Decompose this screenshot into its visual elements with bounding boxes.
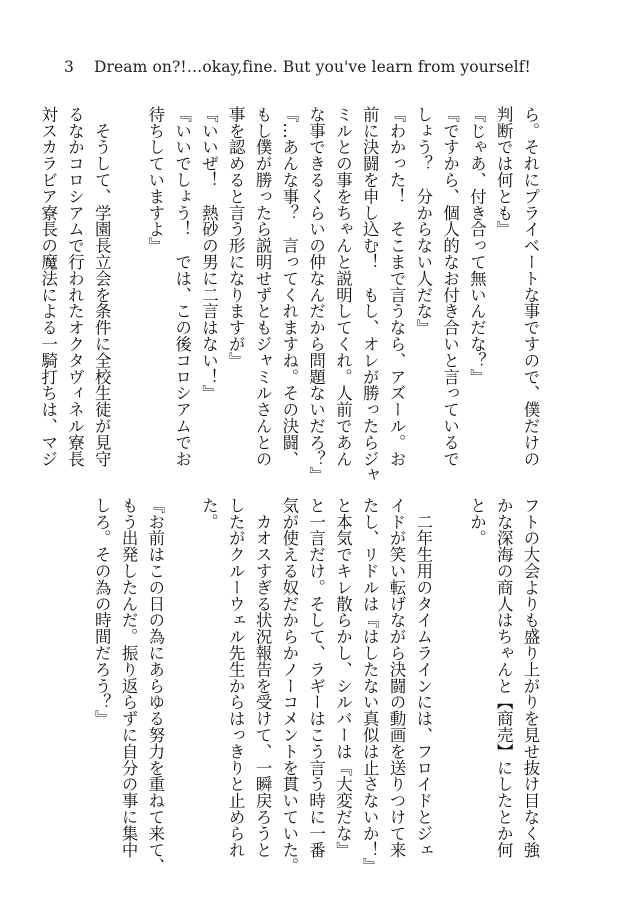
text-line: 前に決闘を申し込む！ もし、オレが勝ったらジャ [360,106,380,484]
text-line: 判断では何とも』 [494,106,514,238]
chapter-title: Dream on?!…okay,fine. But you've learn from yourself! [94,58,531,76]
blank-line [436,497,463,847]
text-line: 『お前はこの日の為にあらゆる努力を重ねて来て、 [145,497,165,875]
text-line: カオスすぎる状況報告を受けて、一瞬戻ろうと [253,497,273,858]
lower-text-block [87,497,543,875]
text-line: 気が使える奴だからかノーコメントを貫いていた。 [279,497,299,875]
text-line: 待ちしていますよ』 [145,106,165,254]
upper-text-block [34,106,543,484]
text-line: 『…あんな事？ 言ってくれますね。その決闘、 [279,106,299,467]
text-line: 『いいぜ！ 熱砂の男に二言はない！』 [199,106,219,402]
text-line: そうして、学園長立会を条件に全校生徒が見守 [92,106,112,467]
text-line: したがクルーウェル先生からはっきりと止められ [226,497,246,858]
text-line: と本気でキレ散らかし、シルバーは『大変だな』 [333,497,353,858]
text-line: た。 [199,497,219,530]
text-line: フトの大会よりも盛り上がりを見せ抜け目なく強 [521,497,540,858]
text-line: 事を認めると言う形になりますが』 [226,106,246,369]
text-line: しろ。その為の時間だろう？』 [92,497,112,727]
text-line: な事できるくらいの仲なんだから問題ないだろ？』 [306,106,326,484]
text-line: イドが笑い転げながら決闘の動画を送りつけて来 [387,497,407,858]
text-line: 対スカラビア寮長の魔法による一騎打ちは、マジ [38,106,58,467]
text-line: ら。それにプライベートな事ですので、僕だけの [521,106,540,467]
text-line: と一言だけ。そして、ラギーはこう言う時に一番 [306,497,326,858]
text-line: たし、リドルは『はしたない真似は止さないか！』 [360,497,380,875]
text-line: しょう？ 分からない人だな』 [413,106,433,336]
text-line: 『わかった！ そこまで言うなら、アズール。お [387,106,407,467]
text-line: 『いいでしょう！ では、この後コロシアムでお [172,106,192,467]
text-line: 『じゃあ、付き合って無いんだな？』 [467,106,487,385]
text-line: もう出発したんだ。振り返らずに自分の事に集中 [119,497,139,858]
page-number: 3 [64,58,74,76]
text-line: 二年生用のタイムラインには、フロイドとジェ [413,497,433,858]
text-line: 『ですから、個人的なお付き合いと言っているで [440,106,460,467]
text-line: るなかコロシアムで行われたオクタヴィネル寮長 [65,106,85,467]
blank-line [168,497,195,847]
text-line: もし僕が勝ったら説明せずともジャミルさんとの [253,106,273,467]
text-line: ミルとの事をちゃんと説明してくれ。人前であん [333,106,353,467]
text-line: かな深海の商人はちゃんと【商売】にしたとか何 [494,497,514,858]
page-header [64,58,531,76]
blank-line [114,106,141,456]
text-line: とか。 [467,497,487,547]
